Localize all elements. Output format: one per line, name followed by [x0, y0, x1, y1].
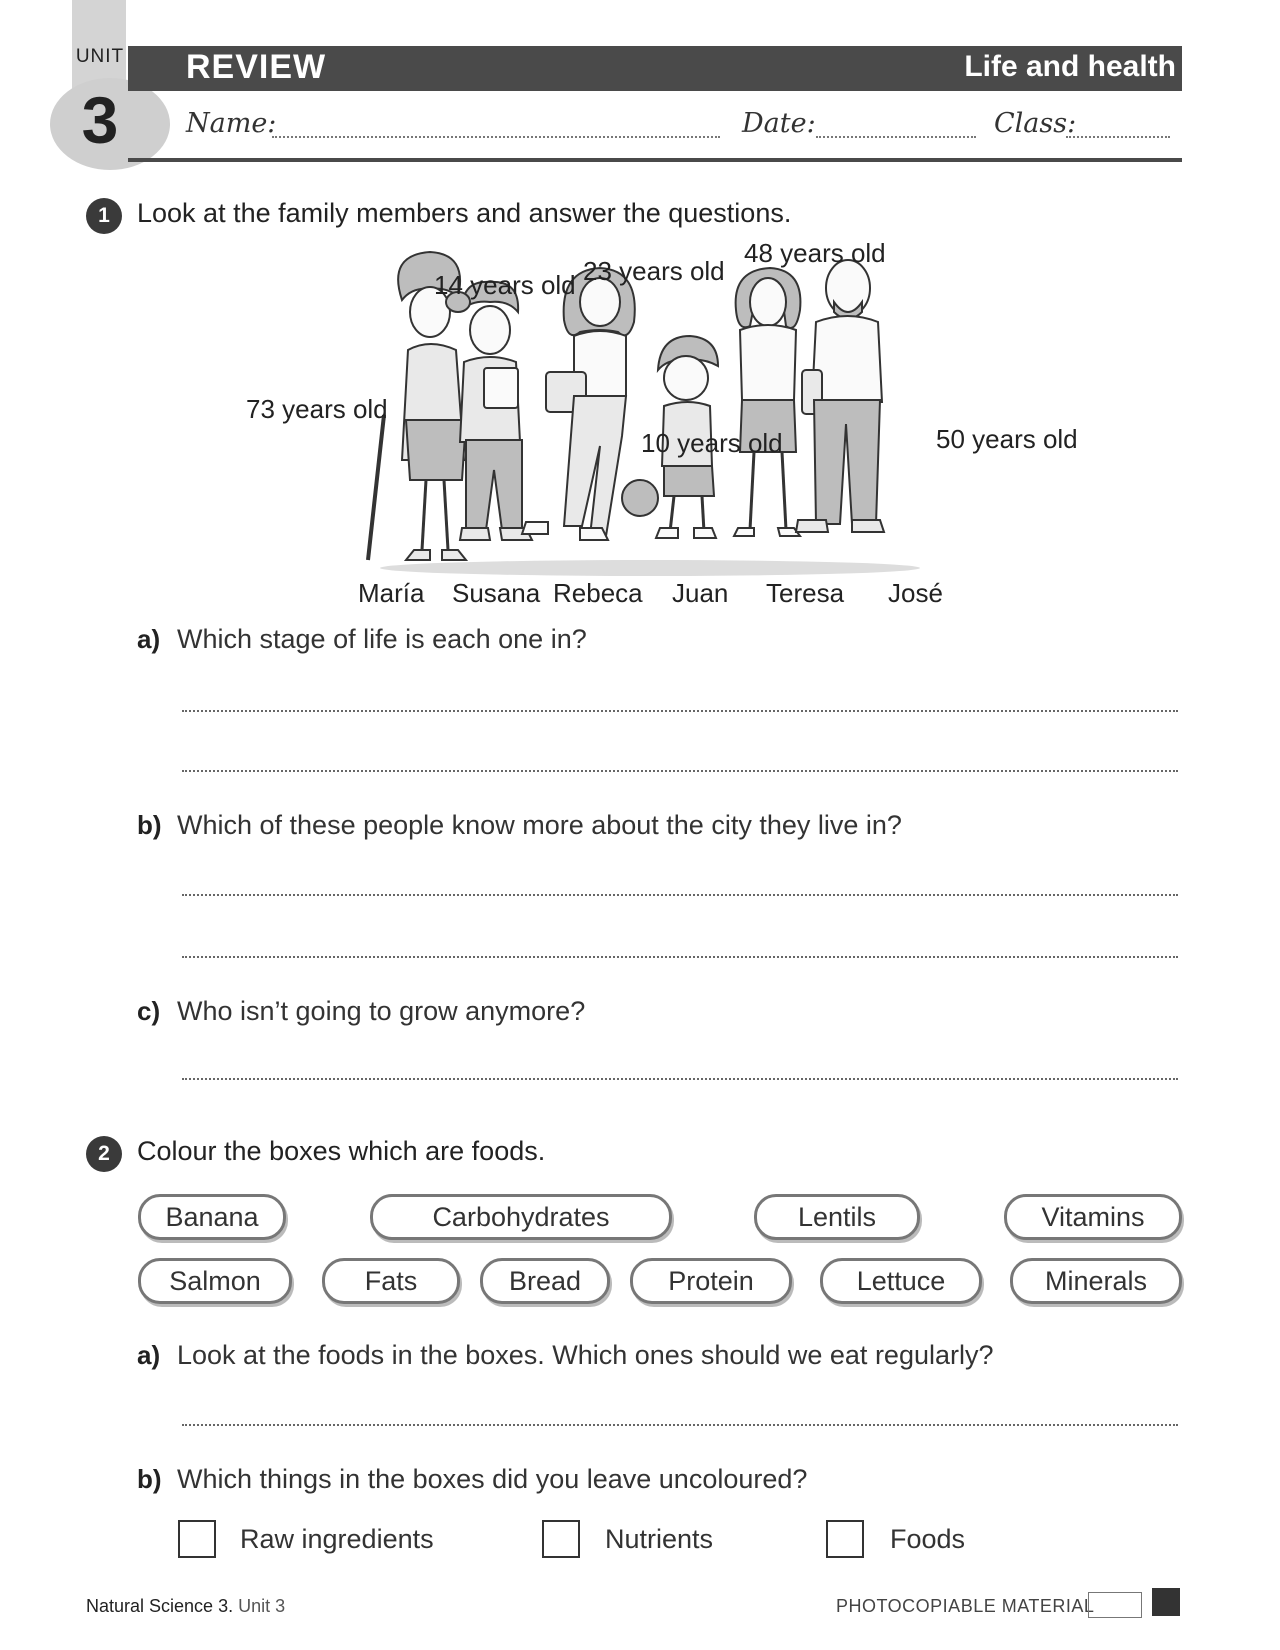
q1-c-answer-line[interactable] — [182, 1078, 1178, 1080]
q1-b-answer-line-1[interactable] — [182, 894, 1178, 896]
name-teresa: Teresa — [766, 578, 845, 608]
q1-b-question: Which of these people know more about the city they live in? — [177, 810, 902, 840]
footer-photocopiable: PHOTOCOPIABLE MATERIAL — [836, 1596, 1095, 1616]
food-box-vitamins[interactable]: Vitamins — [1004, 1194, 1182, 1240]
question-1-number: 1 — [86, 198, 122, 234]
q1-c-question: Who isn’t going to grow anymore? — [177, 996, 586, 1026]
checkbox-raw-ingredients[interactable] — [178, 1520, 216, 1558]
name-juan: Juan — [672, 578, 729, 608]
food-box-salmon[interactable]: Salmon — [138, 1258, 292, 1304]
class-field[interactable] — [1066, 136, 1170, 138]
footer-book-title — [86, 1596, 285, 1617]
figure-rebeca — [522, 268, 635, 540]
option-raw-ingredients: Raw ingredients — [240, 1524, 434, 1554]
question-2-instruction: Colour the boxes which are foods. — [137, 1136, 546, 1166]
page-subtitle: Life and health — [964, 50, 1176, 83]
name-rebeca: Rebeca — [553, 578, 643, 608]
name-susana: Susana — [452, 578, 541, 608]
header-rule — [128, 158, 1182, 162]
q2-b-letter: b) — [137, 1464, 162, 1494]
food-box-banana[interactable]: Banana — [138, 1194, 286, 1240]
date-field[interactable] — [816, 136, 976, 138]
name-jose: José — [888, 578, 943, 608]
q2-a-letter: a) — [137, 1340, 161, 1370]
figure-jose — [796, 260, 884, 532]
option-foods: Foods — [890, 1524, 966, 1554]
age-juan: 10 years old — [641, 428, 783, 458]
q1-c-letter: c) — [137, 996, 161, 1026]
age-jose: 50 years old — [936, 424, 1078, 454]
food-box-bread[interactable]: Bread — [480, 1258, 610, 1304]
name-maria: María — [358, 578, 425, 608]
food-box-protein[interactable]: Protein — [630, 1258, 792, 1304]
food-box-minerals[interactable]: Minerals — [1010, 1258, 1182, 1304]
q1-a-letter: a) — [137, 624, 161, 654]
food-box-carbohydrates[interactable]: Carbohydrates — [370, 1194, 672, 1240]
class-label: Class: — [994, 108, 1077, 139]
age-teresa: 48 years old — [744, 238, 886, 268]
q1-a-question: Which stage of life is each one in? — [177, 624, 587, 654]
food-box-lentils[interactable]: Lentils — [754, 1194, 920, 1240]
q1-a-answer-line-2[interactable] — [182, 770, 1178, 772]
q2-a-question: Look at the foods in the boxes. Which ones should we eat regularly? — [177, 1340, 994, 1370]
q2-a-answer-line[interactable] — [182, 1424, 1178, 1426]
q1-b-answer-line-2[interactable] — [182, 956, 1178, 958]
checkbox-foods[interactable] — [826, 1520, 864, 1558]
q1-a-answer-line-1[interactable] — [182, 710, 1178, 712]
checkbox-nutrients[interactable] — [542, 1520, 580, 1558]
question-2-number: 2 — [86, 1136, 122, 1172]
q2-b-question: Which things in the boxes did you leave uncoloured? — [177, 1464, 808, 1494]
unit-label: UNIT — [75, 46, 125, 67]
ground-shadow — [380, 560, 920, 576]
age-maria: 73 years old — [246, 394, 388, 424]
name-label: Name: — [186, 108, 277, 139]
food-box-fats[interactable]: Fats — [322, 1258, 460, 1304]
age-rebeca: 23 years old — [583, 256, 725, 286]
page-title: REVIEW — [186, 48, 327, 86]
figure-teresa — [734, 268, 800, 536]
university-dayton-logo — [1088, 1592, 1142, 1618]
food-box-lettuce[interactable]: Lettuce — [820, 1258, 982, 1304]
name-field[interactable] — [272, 136, 720, 138]
sm-logo — [1152, 1588, 1180, 1616]
option-nutrients: Nutrients — [605, 1524, 714, 1554]
footer-book: Natural Science 3. — [86, 1596, 234, 1616]
question-1-instruction: Look at the family members and answer the questions. — [137, 198, 792, 228]
q1-b-letter: b) — [137, 810, 162, 840]
age-susana: 14 years old — [434, 270, 576, 300]
unit-number: 3 — [81, 83, 119, 157]
date-label: Date: — [742, 108, 816, 139]
footer-unit: Unit 3 — [238, 1596, 286, 1616]
